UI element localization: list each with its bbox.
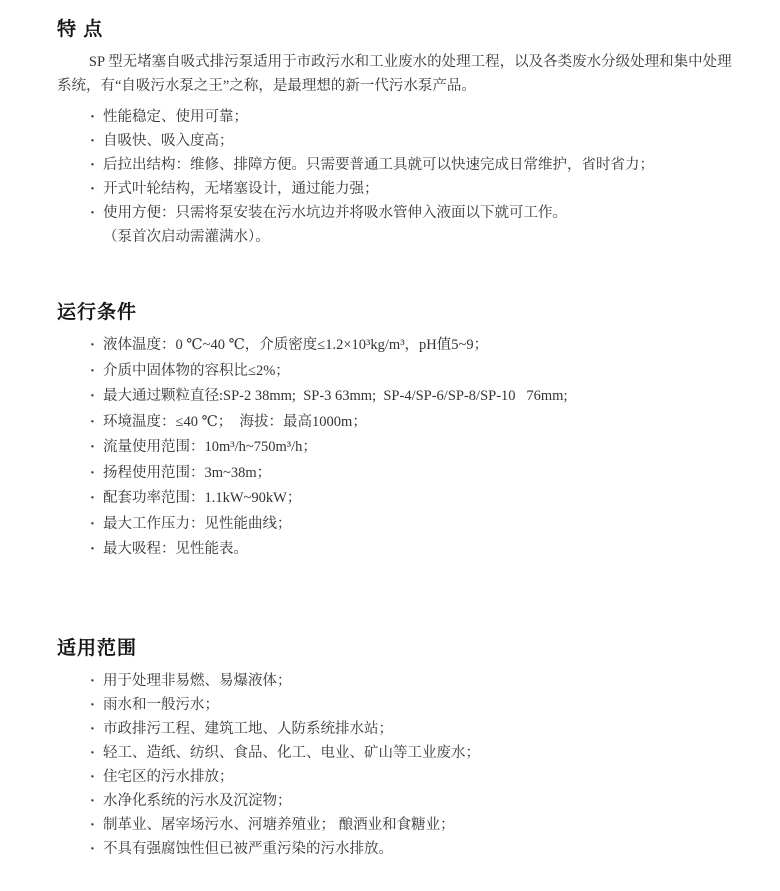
list-item bbox=[90, 741, 732, 765]
bullet-dot: · bbox=[90, 841, 95, 857]
list-item-text: 自吸快、吸入度高； bbox=[103, 133, 234, 149]
section-operating-conditions bbox=[57, 297, 732, 561]
list-item bbox=[90, 384, 732, 408]
list-item bbox=[90, 129, 732, 153]
list-item bbox=[90, 177, 732, 201]
list-item bbox=[90, 105, 732, 129]
bullet-dot: · bbox=[90, 413, 95, 430]
bullet-dot: · bbox=[90, 490, 95, 506]
list-item-text: 性能稳定、使用可靠； bbox=[103, 109, 248, 125]
bullet-dot: · bbox=[90, 157, 95, 173]
bullet-dot: · bbox=[90, 673, 95, 689]
list-item bbox=[90, 201, 732, 225]
list-item bbox=[90, 512, 732, 536]
bullet-dot: · bbox=[90, 515, 95, 532]
list-item bbox=[90, 333, 732, 357]
list-item-text: 用于处理非易燃、易爆液体； bbox=[103, 673, 292, 689]
list-item-text: 液体温度：0 ℃~40 ℃，介质密度≤1.2×10³kg/m³，pH值5~9； bbox=[103, 337, 489, 353]
list-item bbox=[90, 153, 732, 177]
list-item-text: 制革业、屠宰场污水、河塘养殖业； 酿酒业和食糖业； bbox=[103, 817, 455, 833]
list-item-text: 后拉出结构：维修、排障方便。只需要普通工具就可以快速完成日常维护，省时省力； bbox=[103, 157, 654, 173]
list-item-text: 水净化系统的污水及沉淀物； bbox=[103, 793, 292, 809]
list-item-text: 开式叶轮结构，无堵塞设计，通过能力强； bbox=[103, 181, 379, 197]
list-note: （泵首次启动需灌满水）。 bbox=[103, 229, 270, 245]
list-item-text: 市政排污工程、建筑工地、人防系统排水站； bbox=[103, 721, 393, 737]
features-bullet-list bbox=[57, 105, 732, 249]
list-item-text: 不具有强腐蚀性但已被严重污染的污水排放。 bbox=[103, 841, 393, 857]
list-item-text: 环境温度：≤40 ℃； 海拔：最高1000m； bbox=[103, 413, 367, 430]
bullet-dot: · bbox=[90, 337, 95, 353]
section-applications-title: 适用范围 bbox=[57, 638, 138, 659]
list-item bbox=[90, 693, 732, 717]
section-features bbox=[57, 14, 732, 249]
list-item bbox=[90, 435, 732, 459]
bullet-dot: · bbox=[90, 362, 95, 379]
list-item bbox=[90, 486, 732, 510]
applications-bullet-list bbox=[57, 669, 732, 861]
list-item bbox=[90, 537, 732, 561]
section-features-title: 特 点 bbox=[57, 19, 104, 40]
list-item bbox=[90, 410, 732, 434]
bullet-dot: · bbox=[90, 464, 95, 481]
list-item-text: 雨水和一般污水； bbox=[103, 697, 219, 713]
bullet-dot: · bbox=[90, 745, 95, 761]
list-item bbox=[90, 669, 732, 693]
list-item-text: 介质中固体物的容积比≤2%； bbox=[103, 362, 290, 379]
list-item-text: 轻工、造纸、纺织、食品、化工、电业、矿山等工业废水； bbox=[103, 745, 480, 761]
section-conditions-title: 运行条件 bbox=[57, 302, 138, 323]
bullet-dot: · bbox=[90, 205, 95, 221]
bullet-dot: · bbox=[90, 388, 95, 404]
bullet-dot: · bbox=[90, 181, 95, 197]
list-item-text: 使用方便：只需将泵安装在污水坑边并将吸水管伸入液面以下就可工作。 bbox=[103, 205, 567, 221]
list-item bbox=[90, 359, 732, 383]
list-item bbox=[90, 813, 732, 837]
list-item-text: 流量使用范围：10m³/h~750m³/h； bbox=[103, 439, 317, 455]
bullet-dot: · bbox=[90, 817, 95, 833]
section-application-scope bbox=[57, 633, 732, 861]
bullet-dot: · bbox=[90, 793, 95, 809]
list-item-text: 配套功率范围：1.1kW~90kW； bbox=[103, 490, 302, 506]
bullet-dot: · bbox=[90, 541, 95, 557]
list-item bbox=[90, 717, 732, 741]
bullet-dot: · bbox=[90, 769, 95, 785]
list-item bbox=[90, 837, 732, 861]
bullet-dot: · bbox=[90, 109, 95, 125]
bullet-dot: · bbox=[90, 439, 95, 455]
list-item-text: 最大通过颗粒直径:SP-2 38mm; SP-3 63mm; SP-4/SP-6/SP-8/SP-10 76mm; bbox=[103, 388, 568, 404]
bullet-dot: · bbox=[90, 721, 95, 737]
list-item-text: 住宅区的污水排放； bbox=[103, 769, 234, 785]
list-item-text: 扬程使用范围：3m~38m； bbox=[103, 464, 272, 481]
bullet-dot: · bbox=[90, 697, 95, 713]
bullet-dot: · bbox=[90, 133, 95, 149]
list-item bbox=[90, 461, 732, 485]
conditions-bullet-list bbox=[57, 333, 732, 561]
features-intro-paragraph: SP 型无堵塞自吸式排污泵适用于市政污水和工业废水的处理工程，以及各类废水分级处理和集中处理系统，有“自吸污水泵之王”之称，是最理想的新一代污水泵产品。 bbox=[57, 54, 732, 94]
list-item bbox=[90, 765, 732, 789]
list-item-text: 最大吸程：见性能表。 bbox=[103, 541, 248, 557]
list-item bbox=[90, 789, 732, 813]
list-item-text: 最大工作压力：见性能曲线； bbox=[103, 515, 292, 532]
